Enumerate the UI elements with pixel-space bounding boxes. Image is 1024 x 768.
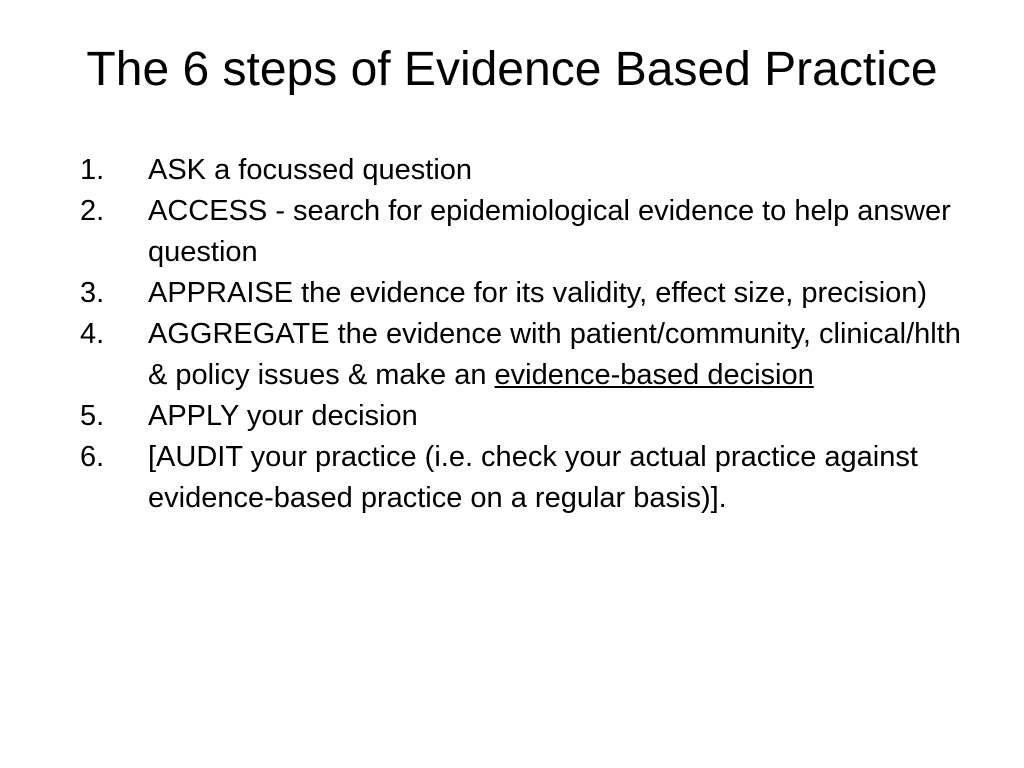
step-item-1 [80,150,980,191]
step-item-3 [80,273,980,314]
step-number: 1. [80,154,105,186]
step-item-5 [80,396,980,437]
steps-list [80,150,980,519]
step-item-2 [80,191,980,273]
step-number: 3. [80,277,105,309]
step-number: 6. [80,441,105,473]
step-text: APPLY your decision [148,400,418,432]
step-text: [AUDIT your practice (i.e. check your actual practice against evidence-based practice on a regular basis)]. [148,441,918,514]
step-text: ASK a focussed question [148,154,473,186]
step-text: AGGREGATE the evidence with patient/community, clinical/hlth & policy issues & make an [148,318,961,391]
step-item-4 [80,314,980,396]
step-number: 5. [80,400,105,432]
step-item-6 [80,437,980,519]
underlined-phrase: evidence-based decision [494,359,814,391]
step-number: 4. [80,318,105,350]
step-text: APPRAISE the evidence for its validity, effect size, precision) [148,277,928,309]
slide-title: The 6 steps of Evidence Based Practice [86,43,938,96]
step-text: ACCESS - search for epidemiological evidence to help answer question [148,195,951,268]
step-number: 2. [80,195,105,227]
